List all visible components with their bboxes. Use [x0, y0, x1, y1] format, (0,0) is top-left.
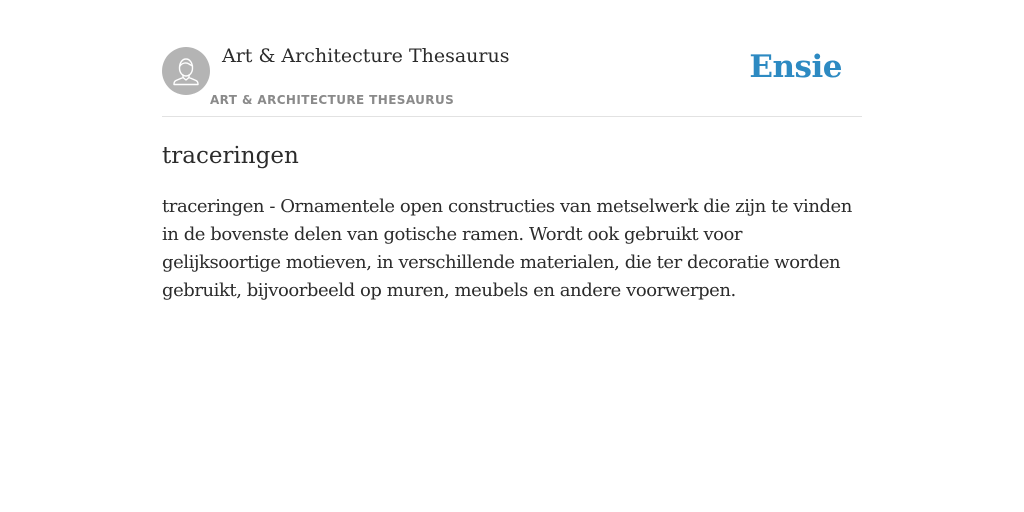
ensie-logo[interactable]: Ensie: [749, 49, 842, 85]
entry-definition: traceringen - Ornamentele open constructies van metselwerk die zijn te vinden in de bovenste delen van gotische ramen. Wordt ook gebruikt voor gelijksoortige motieven, in verschillende materialen, die ter decoratie worden gebruikt, bijvoorbeeld op muren, meubels en andere voorwerpen.: [162, 196, 852, 301]
author-name-link[interactable]: Art & Architecture Thesaurus: [222, 45, 510, 67]
page-container: [162, 0, 862, 305]
user-silhouette-icon: [162, 47, 210, 95]
author-avatar[interactable]: [162, 47, 210, 95]
source-label: ART & ARCHITECTURE THESAURUS: [210, 93, 455, 107]
entry-term: traceringen: [162, 143, 299, 169]
entry-header: [162, 0, 862, 117]
